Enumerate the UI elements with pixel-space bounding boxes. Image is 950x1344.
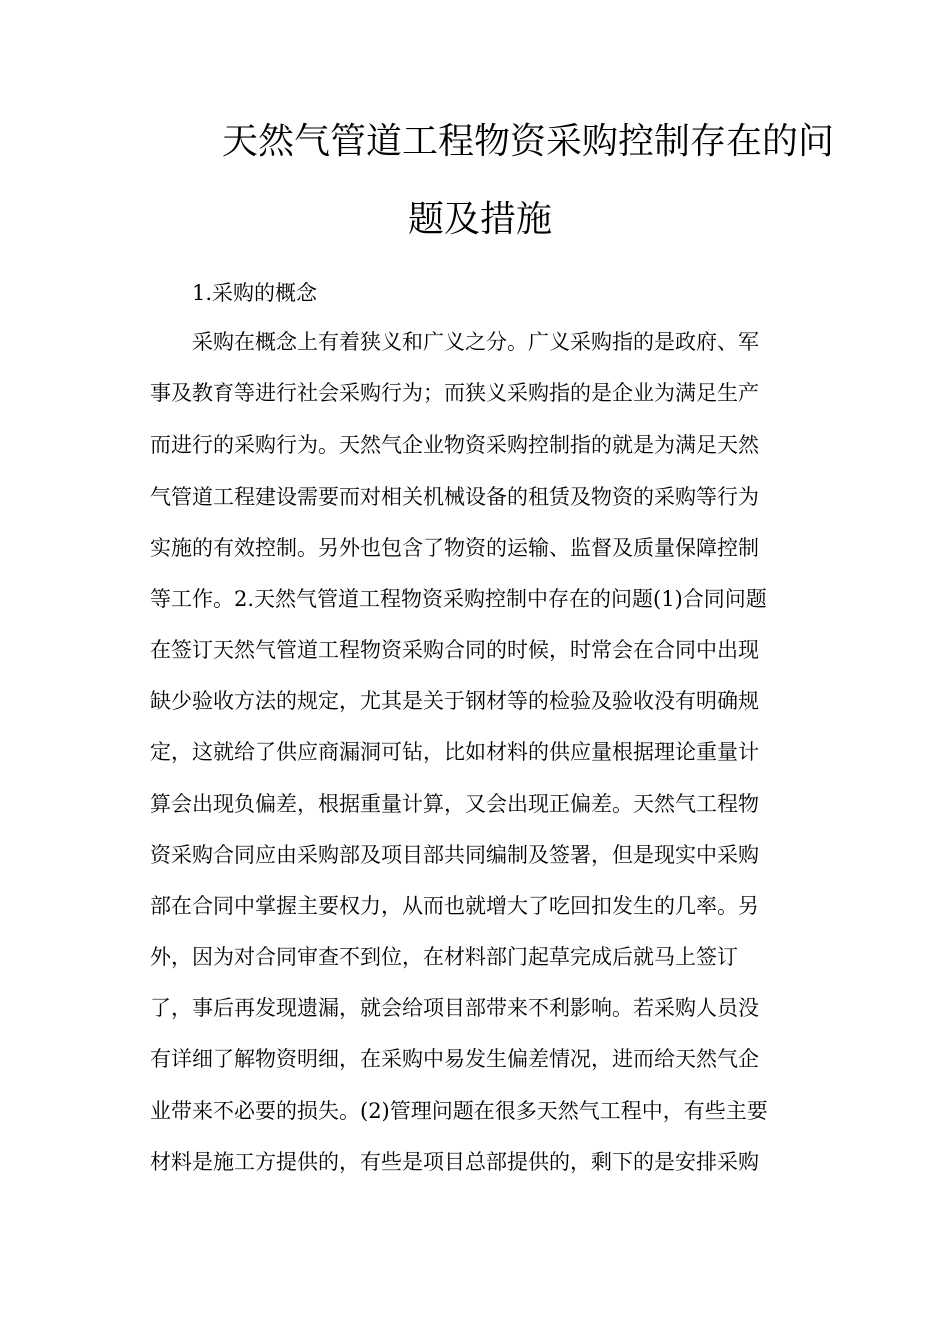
paragraph-line: 算会出现负偏差，根据重量计算，又会出现正偏差。天然气工程物 (150, 792, 759, 816)
section-heading: 1.采购的概念 (192, 281, 318, 305)
paragraph-line: 了，事后再发现遗漏，就会给项目部带来不利影响。若采购人员没 (150, 996, 759, 1020)
paragraph-line: 实施的有效控制。另外也包含了物资的运输、监督及质量保障控制 (150, 536, 759, 560)
document-title-line-1: 天然气管道工程物资采购控制存在的问 (222, 121, 835, 162)
paragraph-line: 业带来不必要的损失。(2)管理问题在很多天然气工程中，有些主要 (150, 1099, 768, 1123)
paragraph-line: 外，因为对合同审查不到位，在材料部门起草完成后就马上签订 (150, 945, 738, 969)
paragraph-line: 部在合同中掌握主要权力，从而也就增大了吃回扣发生的几率。另 (150, 894, 759, 918)
paragraph-line: 事及教育等进行社会采购行为；而狭义采购指的是企业为满足生产 (150, 381, 759, 405)
paragraph-line: 在签订天然气管道工程物资采购合同的时候，时常会在合同中出现 (150, 638, 759, 662)
paragraph-line: 资采购合同应由采购部及项目部共同编制及签署，但是现实中采购 (150, 843, 759, 867)
paragraph-line: 而进行的采购行为。天然气企业物资采购控制指的就是为满足天然 (150, 433, 759, 457)
paragraph-line: 有详细了解物资明细，在采购中易发生偏差情况，进而给天然气企 (150, 1047, 759, 1071)
paragraph-line: 采购在概念上有着狭义和广义之分。广义采购指的是政府、军 (192, 330, 759, 354)
paragraph-line: 材料是施工方提供的，有些是项目总部提供的，剩下的是安排采购 (150, 1150, 759, 1174)
paragraph-line: 气管道工程建设需要而对相关机械设备的租赁及物资的采购等行为 (150, 485, 759, 509)
paragraph-line: 缺少验收方法的规定，尤其是关于钢材等的检验及验收没有明确规 (150, 689, 759, 713)
paragraph-line: 等工作。2.天然气管道工程物资采购控制中存在的问题(1)合同问题 (150, 587, 767, 611)
document-title-line-2: 题及措施 (408, 199, 553, 240)
paragraph-line: 定，这就给了供应商漏洞可钻，比如材料的供应量根据理论重量计 (150, 740, 759, 764)
